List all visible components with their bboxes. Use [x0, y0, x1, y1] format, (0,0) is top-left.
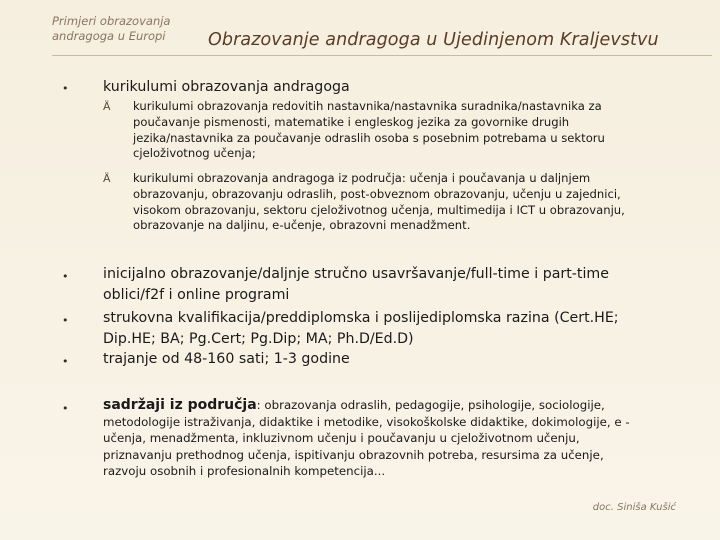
bullet-education-forms: inicijalno obrazovanje/daljnje stručno usavršavanje/full-time i part-time oblici/f2f i online programi: [103, 266, 609, 303]
bullet-marker: •: [62, 270, 69, 283]
bullet-marker: •: [62, 82, 69, 95]
slide-title: Obrazovanje andragoga u Ujedinjenom Kraljevstvu: [208, 30, 659, 50]
badge-line-2: andragoga u Europi: [52, 29, 166, 43]
content-areas-text: : obrazovanja odraslih, pedagogije, psihologije, sociologije, metodologije istraživanja, didaktike i metodike, visokoškolske didaktike, dokimologije, e -učenja, menadžmenta, inkluzivnom učenju i poučavanju u cjeloživotnom učenju, priznavanju prethodnog učenja, ispitivanju obrazovnih potreba, resursima za učenje, razvoju osobnih i profesionalnih kompetencija...: [103, 398, 630, 478]
series-badge: [52, 14, 184, 44]
badge-line-1: Primjeri obrazovanja: [52, 14, 171, 28]
sub-bullet-marker: Ä: [103, 100, 111, 113]
sub-bullet-andragogy-curricula: kurikulumi obrazovanja andragoga iz područja: učenja i poučavanja u daljnjem obrazovanju, obrazovanju odraslih, post-obveznom obrazovanju, učenju u zajednici, visokom obrazovanju, sektoru cjeloživotnog učenja, multimedija i ICT u obrazovanju, obrazovanje na daljinu, e-učenje, obrazovni menadžment.: [133, 171, 625, 233]
bullet-marker: •: [62, 355, 69, 368]
bullet-duration: trajanje od 48-160 sati; 1-3 godine: [103, 351, 350, 367]
title-divider: [52, 55, 712, 56]
content-areas-label: sadržaji iz područja: [103, 397, 257, 413]
bullet-marker: •: [62, 314, 69, 327]
author-footer: doc. Siniša Kušić: [592, 502, 676, 513]
sub-bullet-teacher-curricula: kurikulumi obrazovanja redovitih nastavnika/nastavnika suradnika/nastavnika za poučavanje pismenosti, matematike i engleskog jezika za govornike drugih jezika/nastavnika za poučavanje odraslih osoba s posebnim potrebama u sektoru cjeloživotnog učenja;: [133, 99, 605, 161]
bullet-qualification-levels: strukovna kvalifikacija/preddiplomska i poslijediplomska razina (Cert.HE; Dip.HE; BA; Pg.Cert; Pg.Dip; MA; Ph.D/Ed.D): [103, 310, 619, 347]
bullet-marker: •: [62, 402, 69, 415]
bullet-curricula: kurikulumi obrazovanja andragoga: [103, 79, 350, 95]
bullet-content-areas: [103, 397, 648, 480]
sub-bullet-marker: Ä: [103, 172, 111, 185]
